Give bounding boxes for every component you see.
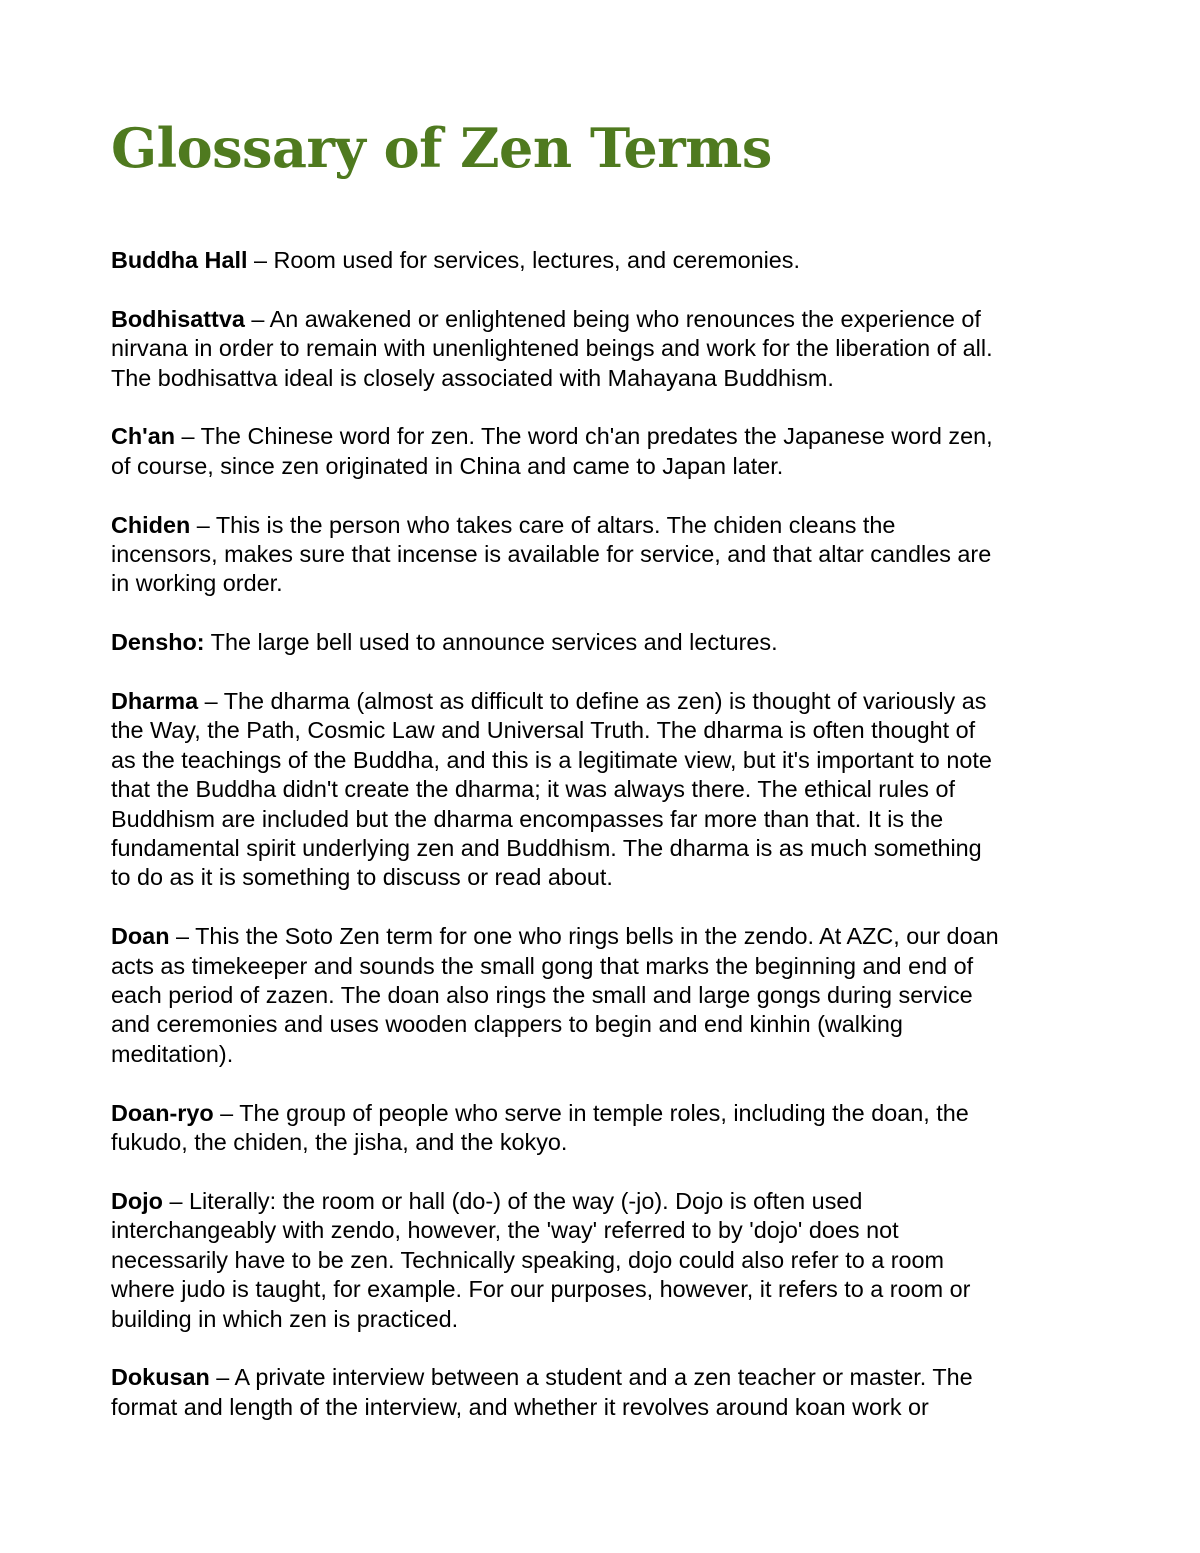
glossary-entry	[111, 1187, 1096, 1334]
definition-line	[111, 628, 1096, 657]
definition-text: The large bell used to announce services and lectures.	[210, 629, 778, 656]
term-separator: –	[162, 1187, 189, 1214]
definition-line: to do as it is something to discuss or read about.	[111, 864, 613, 891]
definition-line	[111, 1099, 1096, 1128]
definition-line	[111, 922, 1096, 951]
definition-text: Literally: the room or hall (do-) of the way (-jo). Dojo is often used	[188, 1187, 863, 1214]
definition-line: Buddhism are included but the dharma encompasses far more than that. It is the	[111, 805, 944, 832]
glossary-term: Doan-ryo	[111, 1099, 214, 1126]
glossary-term: Buddha Hall	[111, 247, 248, 273]
term-separator: –	[247, 247, 274, 273]
glossary-term: Ch'an	[111, 423, 176, 450]
definition-line: necessarily have to be zen. Technically speaking, dojo could also refer to a room	[111, 1246, 945, 1273]
glossary-term: Bodhisattva	[111, 305, 245, 332]
term-separator: –	[175, 423, 201, 450]
definition-line: where judo is taught, for example. For our purposes, however, it refers to a room or	[111, 1276, 971, 1303]
glossary-term: Dojo	[111, 1187, 163, 1214]
glossary-entry	[111, 687, 1096, 893]
definition-line: interchangeably with zendo, however, the 'way' referred to by 'dojo' does not	[111, 1217, 899, 1244]
definition-line	[111, 246, 1096, 275]
definition-line: nirvana in order to remain with unenlightened beings and work for the liberation of all.	[111, 335, 993, 362]
definition-line: in working order.	[111, 570, 283, 597]
glossary-entry	[111, 511, 1096, 599]
glossary-term: Chiden	[111, 511, 191, 538]
definition-line	[111, 305, 1096, 334]
definition-text: This the Soto Zen term for one who rings bells in the zendo. At AZC, our doan	[195, 923, 999, 950]
glossary-term: Dokusan	[111, 1364, 210, 1391]
definition-line: fukudo, the chiden, the jisha, and the kokyo.	[111, 1129, 568, 1156]
term-separator: –	[209, 1364, 235, 1391]
glossary-entry	[111, 628, 1096, 657]
term-separator: –	[244, 305, 270, 332]
definition-line: of course, since zen originated in China and came to Japan later.	[111, 452, 784, 479]
definition-text: The Chinese word for zen. The word ch'an predates the Japanese word zen,	[200, 423, 993, 450]
term-separator: –	[213, 1099, 240, 1126]
definition-text: The dharma (almost as difficult to define as zen) is thought of variously as	[223, 688, 987, 715]
definition-text: This is the person who takes care of altars. The chiden cleans the	[215, 511, 896, 538]
definition-line: building in which zen is practiced.	[111, 1305, 459, 1332]
definition-line: meditation).	[111, 1040, 234, 1067]
definition-line: format and length of the interview, and whether it revolves around koan work or	[111, 1393, 929, 1420]
definition-line: The bodhisattva ideal is closely associated with Mahayana Buddhism.	[111, 364, 834, 391]
glossary-entry	[111, 922, 1096, 1069]
definition-line	[111, 1363, 1096, 1392]
definition-line: the Way, the Path, Cosmic Law and Universal Truth. The dharma is often thought of	[111, 717, 976, 744]
definition-line: acts as timekeeper and sounds the small gong that marks the beginning and end of	[111, 952, 974, 979]
definition-line: as the teachings of the Buddha, and this is a legitimate view, but it's important to note	[111, 746, 992, 773]
page-title: Glossary of Zen Terms	[111, 116, 772, 180]
glossary-entry	[111, 1099, 1096, 1158]
definition-line: each period of zazen. The doan also rings the small and large gongs during service	[111, 982, 973, 1009]
definition-text: Room used for services, lectures, and ceremonies.	[273, 247, 800, 273]
definition-line: fundamental spirit underlying zen and Buddhism. The dharma is as much something	[111, 835, 982, 862]
definition-line	[111, 1187, 1096, 1216]
term-separator: –	[198, 688, 224, 715]
glossary-term: Dharma	[111, 688, 199, 715]
term-separator: –	[169, 923, 196, 950]
glossary-term: Doan	[111, 923, 170, 950]
definition-line: and ceremonies and uses wooden clappers to begin and end kinhin (walking	[111, 1011, 903, 1038]
definition-line: that the Buddha didn't create the dharma; it was always there. The ethical rules of	[111, 776, 955, 803]
definition-text: An awakened or enlightened being who renounces the experience of	[269, 305, 981, 332]
definition-line	[111, 511, 1096, 540]
term-separator: –	[190, 511, 216, 538]
glossary-term: Densho:	[111, 629, 205, 656]
definition-line: incensors, makes sure that incense is available for service, and that altar candles are	[111, 541, 992, 568]
definition-text: The group of people who serve in temple roles, including the doan, the	[239, 1099, 969, 1126]
glossary-entry	[111, 246, 1096, 275]
definition-text: A private interview between a student and a zen teacher or master. The	[234, 1364, 973, 1391]
glossary-list	[111, 246, 1096, 1452]
definition-line	[111, 422, 1096, 451]
glossary-entry	[111, 305, 1096, 393]
glossary-entry	[111, 422, 1096, 481]
glossary-entry	[111, 1363, 1096, 1422]
definition-line	[111, 687, 1096, 716]
